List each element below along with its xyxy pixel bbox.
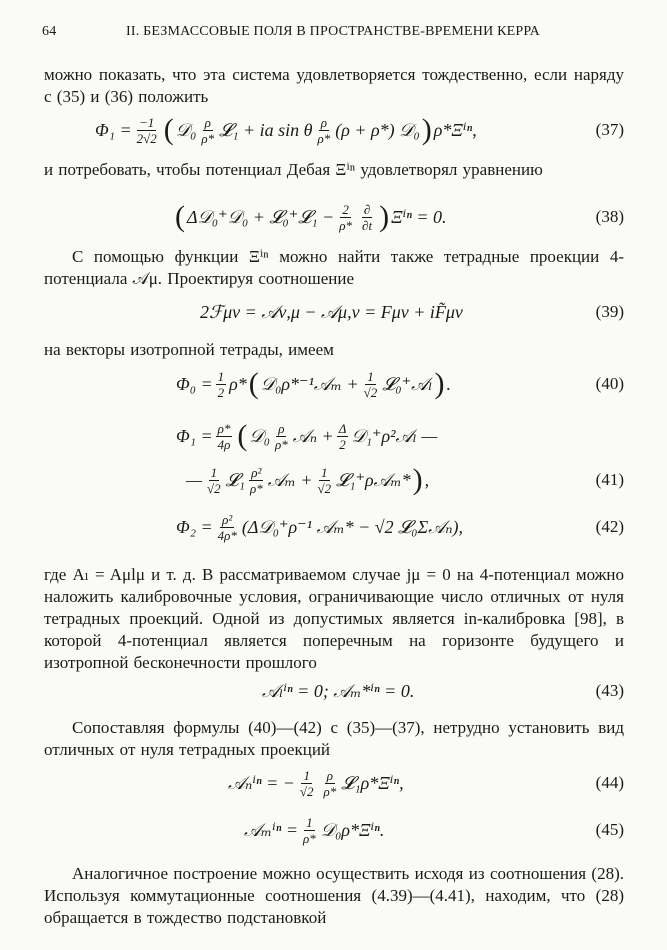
eq40-lhs: Φ₀ = [176,373,213,394]
eq37-frac3: $\frac{\rho}{\rho*}$ [317,114,331,146]
equation-45 [0,810,667,850]
eq41b-term1: 𝓛₁ [225,469,245,490]
eq45-number: (45) [595,820,624,839]
eq38-frac2: $\frac{\partial}{\partial t}$ [362,201,373,233]
eq41b-tail: , [424,469,430,490]
paragraph-1: можно показать, что эта система удовлетворяется тождественно, если наряду с (35) и (36) положить [44,65,624,106]
equation-42 [0,507,667,547]
eq41b-frac3: $\frac{1}{√2}$ [317,464,332,496]
equation-37: Φ₁ = $\frac{-1}{2√2}$ ( 𝒟₀ $\frac{\rho}{\rho*}$ 𝓛₁ + ia sin θ $\frac{\rho}{\rho*}$ (ρ + ρ*) 𝒟₀ ) ρ*Ξⁱⁿ, (37) [0,110,667,150]
eq37-frac1: $\frac{-1}{2√2}$ [136,114,157,146]
eq42-frac1: $\frac{\text{ρ²}}{4\rho*}$ [217,511,237,543]
eq42-lhs: Φ₂ = [176,516,213,537]
eq41a-lhs: Φ₁ = [176,425,213,446]
equation-38: ( Δ𝒟₀⁺𝒟₀ + 𝓛₀⁺𝓛₁ − $\frac{2}{\rho*}$ $\frac{\partial}{\partial t}$ ) Ξⁱⁿ = 0. (38) [0,197,667,237]
paragraph-5: где Aₗ = Aμlμ и т. д. В рассматриваемом случае jμ = 0 на 4-потенциал можно наложить калибровочные условия, ограничивающие число отличных от нуля тетрадных проекций. Одной из допустимых является in-калибровка [98], в которой 4-потенциал является поперечным на горизонте будущего и изотропной бесконечности прошлого [44,565,624,672]
paragraph-7: Аналогичное построение можно осуществить исходя из соотношения (28). Используя коммутационные соотношения (4.39)—(4.41), находим, что (28) обращается в тождество подстановкой [44,864,624,927]
eq44-frac2: $\frac{\rho}{\rho*}$ [323,767,337,799]
eq37-term1: 𝒟₀ [175,119,197,140]
eq41a-frac1: $\frac{\rho*}{4\rho}$ [217,420,231,452]
eq37-term2: 𝓛₁ + ia sin θ [219,119,313,140]
eq41b-term3: 𝓛₁⁺ρ𝒜ₘ* [336,469,411,490]
eq41a-frac3: $\frac{\Delta}{2}$ [338,420,347,452]
eq41-number: (41) [595,470,624,489]
page-number: 64 [42,24,57,39]
eq37-frac2: $\frac{\rho}{\rho*}$ [201,114,215,146]
eq37-term3: (ρ + ρ*) 𝒟₀ [335,119,420,140]
eq42-body: (Δ𝒟₀⁺ρ⁻¹ 𝒜ₘ* − √2 𝓛₀Σ𝒜ₙ), [241,516,464,537]
eq40-term3: 𝓛₀⁺𝒜ₗ [382,373,433,394]
eq45-tail: 𝒟₀ρ*Ξⁱⁿ. [320,819,385,840]
eq38-term1: Δ𝒟₀⁺𝒟₀ + 𝓛₀⁺𝓛₁ − [187,206,335,227]
eq42-number: (42) [595,517,624,536]
eq44-number: (44) [595,773,624,792]
eq41a-frac2: $\frac{\rho}{\rho*}$ [274,420,288,452]
paragraph-2: и потребовать, чтобы потенциал Дебая Ξⁱⁿ удовлетворял уравнению [44,160,543,179]
eq40-term2: 𝒟₀ρ*⁻¹𝒜ₘ + [260,373,359,394]
eq45-frac1: $\frac{1}{\rho*}$ [303,814,316,846]
eq38-frac1: $\frac{2}{\rho*}$ [339,201,353,233]
eq37-number: (37) [595,120,624,139]
equation-41-line-2: — $\frac{1}{√2}$ 𝓛₁ $\frac{\text{ρ²}}{\rho*}$ 𝒜ₘ + $\frac{1}{√2}$ 𝓛₁⁺ρ𝒜ₘ* ) , (41) [0,460,667,500]
eq40-frac1: $\frac{1}{2}$ [217,368,225,400]
running-header [42,24,626,46]
eq41b-term2: 𝒜ₘ + [267,469,313,490]
eq37-tail: ρ*Ξⁱⁿ, [433,119,477,140]
eq44-lhs: 𝒜ₙⁱⁿ = − [228,772,295,793]
eq44-frac1: $\frac{1}{√2}$ [299,767,314,799]
eq38-tail: Ξⁱⁿ = 0. [391,206,447,227]
eq41b-frac2: $\frac{\text{ρ²}}{\rho*}$ [250,464,263,496]
paragraph-6: Сопоставляя формулы (40)—(42) с (35)—(37), нетрудно установить вид отличных от нуля тетрадных проекций [44,718,624,759]
eq41b-frac1: $\frac{1}{√2}$ [207,464,221,496]
eq38-number: (38) [595,207,624,226]
running-title: II. БЕЗМАССОВЫЕ ПОЛЯ В ПРОСТРАНСТВЕ-ВРЕМЕНИ КЕРРА [126,24,540,39]
eq45-lhs: 𝒜ₘⁱⁿ = [244,819,299,840]
paragraph-4: на векторы изотропной тетрады, имеем [44,340,334,359]
eq41a-term2: 𝒜ₙ + [292,425,334,446]
eq39-number: (39) [595,302,624,321]
eq41a-term3: 𝒟₁⁺ρ²𝒜ₗ — [351,425,438,446]
eq37-lhs: Φ₁ = [95,119,132,140]
eq40-frac2: $\frac{1}{√2}$ [363,368,378,400]
eq41a-term1: 𝒟₀ [249,425,270,446]
equation-39 [0,292,667,332]
eq41b-dash: — [186,469,203,490]
equation-41-line-1: Φ₁ = $\frac{\rho*}{4\rho}$ ( 𝒟₀ $\frac{\rho}{\rho*}$ 𝒜ₙ + $\frac{\Delta}{2}$ 𝒟₁⁺ρ²𝒜ₗ — [176,419,438,452]
paragraph-3: С помощью функции Ξⁱⁿ можно найти также тетрадные проекции 4-потенциала 𝒜μ. Проектируя соотношение [44,247,624,288]
equation-40: Φ₀ = $\frac{1}{2}$ ρ* ( 𝒟₀ρ*⁻¹𝒜ₘ + $\frac{1}{√2}$ 𝓛₀⁺𝒜ₗ ) . (40) [0,364,667,404]
equation-44 [0,763,667,803]
eq39-body: 2ℱμν = 𝒜ν,μ − 𝒜μ,ν = Fμν + iF̃μν [200,301,463,322]
eq44-tail: 𝓛₁ρ*Ξⁱⁿ, [341,772,404,793]
eq40-term1: ρ* [229,373,247,394]
eq43-body: 𝒜ₗⁱⁿ = 0; 𝒜ₘ*ⁱⁿ = 0. [262,680,415,701]
eq40-tail: . [446,373,452,394]
eq43-number: (43) [595,681,624,700]
equation-43 [0,671,667,711]
eq40-number: (40) [595,374,624,393]
